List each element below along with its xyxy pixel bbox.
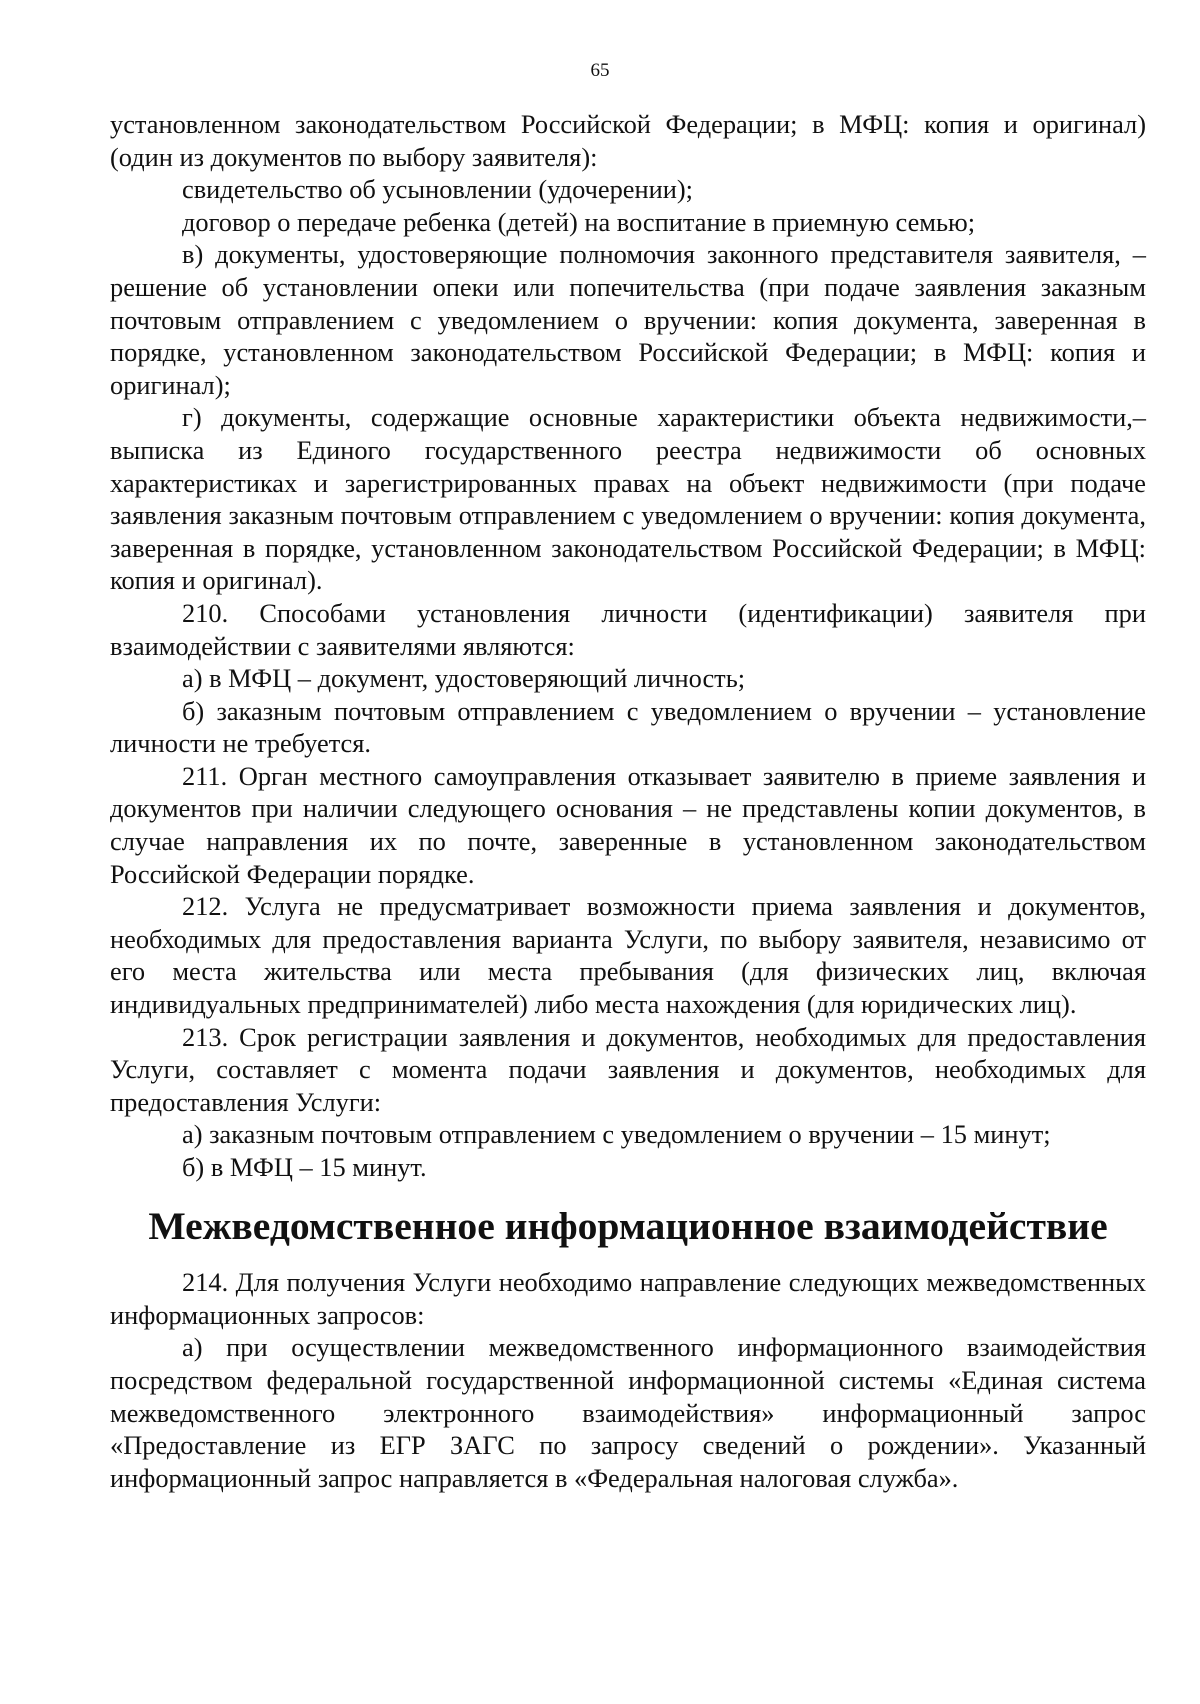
- section-heading: Межведомственное информационное взаимодействие: [148, 1203, 1108, 1248]
- paragraph-continuation: установленном законодательством Российской Федерации; в МФЦ: копия и оригинал) (один из документов по выбору заявителя):: [110, 109, 1146, 172]
- paragraph-210-b: б) заказным почтовым отправлением с уведомлением о вручении – установление личности не требуется.: [110, 695, 1146, 759]
- paragraph-210-a: а) в МФЦ – документ, удостоверяющий личность;: [182, 663, 746, 694]
- paragraph-213-b: б) в МФЦ – 15 минут.: [182, 1152, 427, 1182]
- paragraph-adoption-certificate: свидетельство об усыновлении (удочерении);: [182, 174, 693, 205]
- paragraph-210: 210. Способами установления личности (идентификации) заявителя при взаимодействии с заявителями являются:: [110, 597, 1146, 661]
- paragraph-213: 213. Срок регистрации заявления и документов, необходимых для предоставления Услуги, составляет с момента подачи заявления и документов, необходимых для предоставления Услуги:: [110, 1021, 1146, 1117]
- document-body: [110, 108, 1146, 1494]
- paragraph-214: 214. Для получения Услуги необходимо направление следующих межведомственных информационных запросов:: [110, 1267, 1146, 1330]
- paragraph-213-a: а) заказным почтовым отправлением с уведомлением о вручении – 15 минут;: [182, 1119, 1051, 1150]
- paragraph-211: 211. Орган местного самоуправления отказывает заявителю в приеме заявления и документов при наличии следующего основания – не представлены копии документов, в случае направления их по почте, заверенные в установленном законодательством Российской Федерации порядке.: [110, 760, 1146, 889]
- paragraph-214-a: а) при осуществлении межведомственного информационного взаимодействия посредством федеральной государственной информационной системы «Единая система межведомственного электронного взаимодействия» информационный запрос «Предоставление из ЕГР ЗАГС по запросу сведений о рождении». Указанный информационный запрос направляется в «Федеральная налоговая служба».: [110, 1332, 1146, 1493]
- page-number: 65: [590, 60, 610, 81]
- paragraph-item-v: в) документы, удостоверяющие полномочия законного представителя заявителя, – решение об установлении опеки или попечительства (при подаче заявления заказным почтовым отправлением с уведомлением о вручении: копия документа, заверенная в порядке, установленном законодательством Российской Федерации; в МФЦ: копия и оригинал);: [110, 239, 1146, 400]
- paragraph-foster-agreement: договор о передаче ребенка (детей) на воспитание в приемную семью;: [182, 206, 976, 237]
- paragraph-item-g: г) документы, содержащие основные характеристики объекта недвижимости,– выписка из Единого государственного реестра недвижимости об основных характеристиках и зарегистрированных правах на объект недвижимости (при подаче заявления заказным почтовым отправлением с уведомлением о вручении: копия документа, заверенная в порядке, установленном законодательством Российской Федерации; в МФЦ: копия и оригинал).: [110, 402, 1146, 596]
- paragraph-212: 212. Услуга не предусматривает возможности приема заявления и документов, необходимых для предоставления варианта Услуги, по выбору заявителя, независимо от его места жительства или места пребывания (для физических лиц, включая индивидуальных предпринимателей) либо места нахождения (для юридических лиц).: [110, 891, 1146, 1020]
